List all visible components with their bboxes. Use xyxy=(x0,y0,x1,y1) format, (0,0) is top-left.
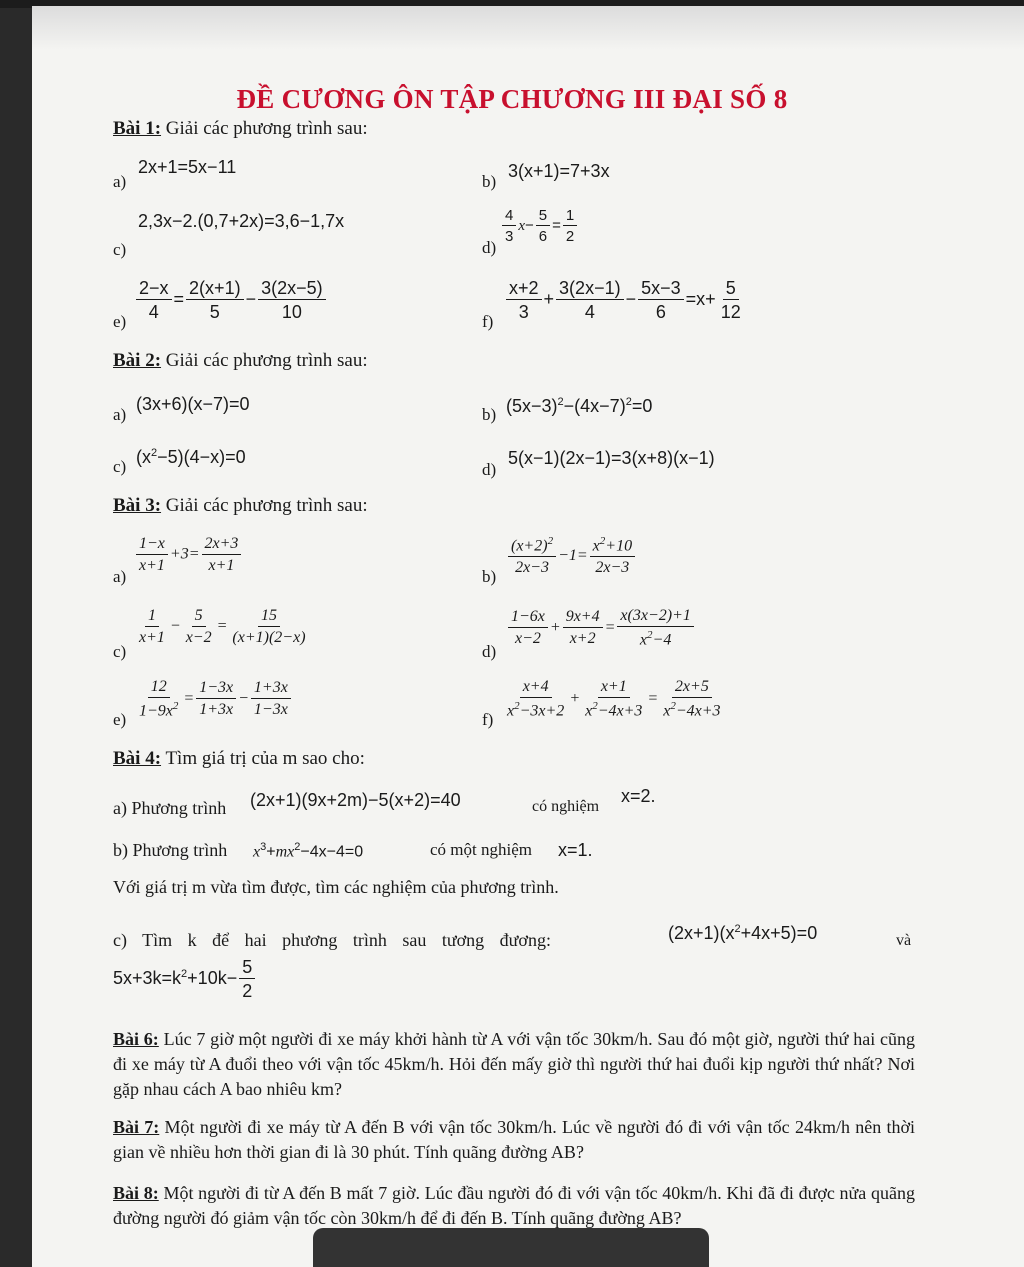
page-title: ĐỀ CƯƠNG ÔN TẬP CHƯƠNG III ĐẠI SỐ 8 xyxy=(236,84,788,114)
bai4-b-root: x=1. xyxy=(558,840,593,860)
bai1-label-e: e) xyxy=(113,312,127,331)
bai1-eq-e: $\frac{2-x}{4}$ = $\frac{2(x+1)}{5}$ − $\frac{3(2x-5)}{10}$ xyxy=(134,279,328,321)
bai3-label-d: d) xyxy=(482,642,497,661)
bai4-a-prefix: a) Phương trình xyxy=(113,798,227,818)
bai-6-paragraph: Bài 6: Lúc 7 giờ một người đi xe máy khởi hành từ A với vận tốc 30km/h. Sau đó một giờ, người thứ hai cũng đi xe máy từ A đuổi theo với vận tốc 45km/h. Hỏi đến mấy giờ thì người thứ hai đuổi kịp người thứ nhất? Nơi gặp nhau cách A bao nhiêu km? xyxy=(113,1029,915,1099)
bai2-label-b: b) xyxy=(482,405,497,424)
bai2-label-c: c) xyxy=(113,457,127,476)
bai1-eq-f: $\frac{x+2}{3}$ + $\frac{3(2x-1)}{4}$ − $\frac{5x-3}{6}$ =x+ $\frac{5}{12}$ xyxy=(504,279,746,321)
bai2-label-d: d) xyxy=(482,460,497,479)
bai3-eq-b: $\frac{(x+2)^2}{2x-3}$ −1= $\frac{x^2+10}{2x-3}$ xyxy=(506,536,637,576)
bai1-eq-b: 3(x+1)=7+3x xyxy=(508,161,610,181)
section-bai-2: Bài 2: Giải các phương trình sau: xyxy=(113,350,368,371)
bai1-label-a: a) xyxy=(113,172,127,191)
bai4-note: Với giá trị m vừa tìm được, tìm các nghiệm của phương trình. xyxy=(113,877,559,897)
bai-8-paragraph: Bài 8: Một người đi từ A đến B mất 7 giờ. Lúc đầu người đó đi với vận tốc 40km/h. Khi đã đi được nửa quãng đường người đó giảm vận tốc còn 30km/h để đi đến B. Tính quãng đường AB? xyxy=(113,1183,915,1228)
page-shadow xyxy=(32,6,1024,50)
bai1-label-b: b) xyxy=(482,172,497,191)
bai2-eq-c: $(x^2-5)(4-x)=0$ xyxy=(136,447,246,467)
bai1-eq-d: $\frac{4}{3}$ x− $\frac{5}{6}$ = $\frac{1}{2}$ xyxy=(500,208,579,244)
bai3-eq-d: $\frac{1-6x}{x-2}$ + $\frac{9x+4}{x+2}$ = $\frac{x(3x-2)+1}{x^2-4}$ xyxy=(506,608,696,648)
bai1-label-f: f) xyxy=(482,312,494,331)
bai3-eq-f: $\frac{x+4}{x^2-3x+2}$ + $\frac{x+1}{x^2-4x+3}$ = $\frac{2x+5}{x^2-4x+3}$ xyxy=(507,678,721,720)
bai4-c-and: và xyxy=(896,932,912,949)
bai4-c-equation-1: $(2x+1)(x^2+4x+5)=0$ xyxy=(668,923,818,943)
bai1-eq-a: 2x+1=5x−11 xyxy=(138,157,237,177)
section-bai-1: Bài 1: Giải các phương trình sau: xyxy=(113,118,368,139)
bai3-label-a: a) xyxy=(113,567,127,586)
bai4-a-mid: có nghiệm xyxy=(532,798,600,815)
bai2-eq-d: 5(x−1)(2x−1)=3(x+8)(x−1) xyxy=(508,448,715,468)
bai4-c-prefix: c) Tìm k để hai phương trình sau tương đương: xyxy=(113,930,551,950)
bai3-eq-c: $\frac{1}{x+1}$ − $\frac{5}{x-2}$ = $\frac{15}{(x+1)(2-x)}$ xyxy=(139,607,306,646)
bai4-b-equation: $x^3+mx^2-4x-4=0$ xyxy=(253,841,364,861)
section-bai-3: Bài 3: Giải các phương trình sau: xyxy=(113,495,368,516)
bai4-b-mid: có một nghiệm xyxy=(430,840,532,859)
bai4-a-root: x=2. xyxy=(621,786,656,806)
bai3-label-e: e) xyxy=(113,710,127,729)
bai-7-paragraph: Bài 7: Một người đi xe máy từ A đến B với vận tốc 30km/h. Lúc về người đó đi với vận tốc 24km/h nên thời gian về nhiều hơn thời gian đi là 30 phút. Tính quãng đường AB? xyxy=(113,1117,915,1162)
bai3-eq-e: $\frac{12}{1-9x^2}$ = $\frac{1-3x}{1+3x}$ − $\frac{1+3x}{1-3x}$ xyxy=(134,679,293,719)
bai4-b-prefix: b) Phương trình xyxy=(113,840,228,860)
bai2-label-a: a) xyxy=(113,405,127,424)
bai2-eq-b: $(5x-3)^2-(4x-7)^2=0$ xyxy=(506,396,653,416)
bai1-label-c: c) xyxy=(113,240,127,259)
bottom-overlay-tab xyxy=(313,1228,709,1267)
bai1-label-d: d) xyxy=(482,238,497,257)
section-bai-4: Bài 4: Tìm giá trị của m sao cho: xyxy=(113,748,365,769)
bai2-eq-a: (3x+6)(x−7)=0 xyxy=(136,394,250,414)
bai1-eq-c: 2,3x−2.(0,7+2x)=3,6−1,7x xyxy=(138,211,345,231)
bai4-a-equation: (2x+1)(9x+2m)−5(x+2)=40 xyxy=(250,790,461,810)
bai3-eq-a: $\frac{1-x}{x+1}$ +3= $\frac{2x+3}{x+1}$ xyxy=(134,536,243,574)
bai3-label-c: c) xyxy=(113,642,127,661)
bai3-label-f: f) xyxy=(482,710,494,729)
bai4-c-equation-2: $5x+3k=k^2+10k-$ $\frac{5}{2}$ xyxy=(113,958,257,1000)
bai3-label-b: b) xyxy=(482,567,497,586)
